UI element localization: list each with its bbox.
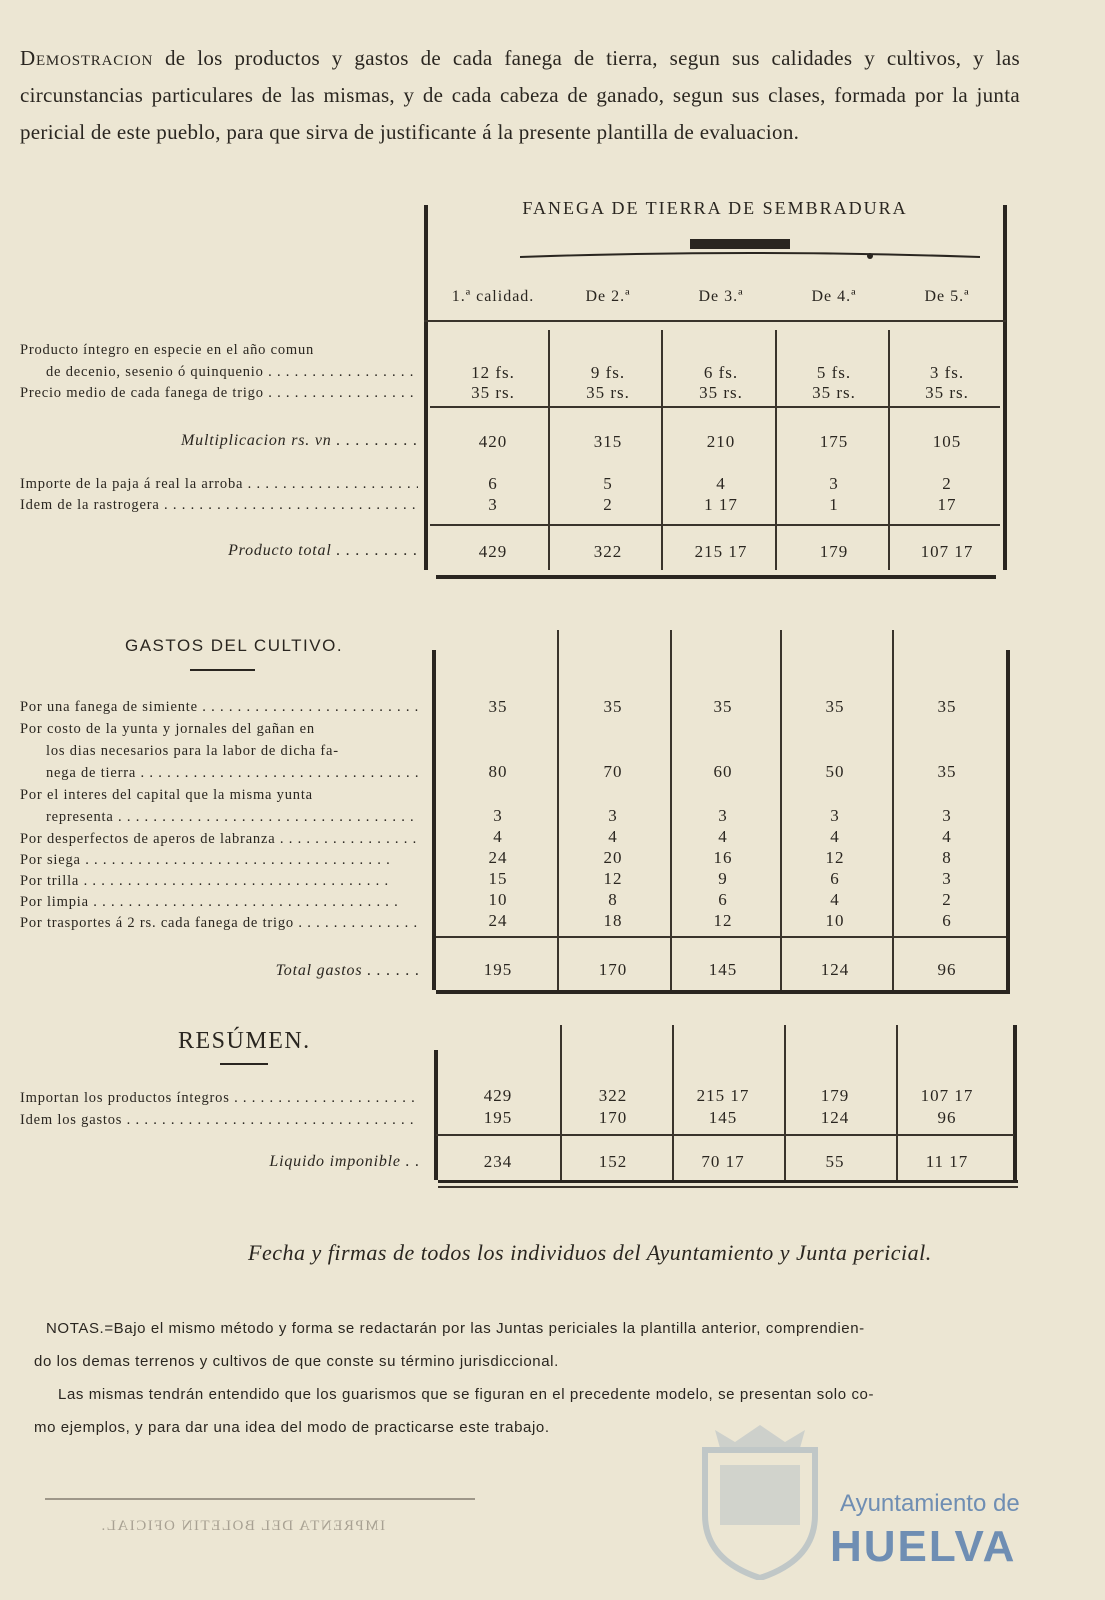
- cell: 35 rs.: [925, 383, 969, 402]
- row-label-liquido: Liquido imponible . .: [269, 1153, 420, 1170]
- table-left-border: [424, 205, 428, 570]
- cell: 3: [942, 806, 952, 825]
- exp-label-trasportes: Por trasportes á 2 rs. cada fanega de trigo . . .: [20, 913, 418, 934]
- cell: 35 rs.: [699, 383, 743, 402]
- cell: 179: [819, 542, 849, 561]
- cell: 18: [603, 911, 623, 930]
- cell: 3: [830, 806, 840, 825]
- cell: 12: [603, 869, 623, 888]
- cell: 35: [937, 697, 957, 716]
- cell: 2: [942, 474, 952, 493]
- cell: 215 17: [694, 542, 748, 561]
- cell: 6 fs.: [703, 363, 739, 382]
- cell: 50: [825, 762, 845, 781]
- cell: 195: [483, 1108, 513, 1127]
- cell: 20: [603, 848, 623, 867]
- table-title: FANEGA DE TIERRA DE SEMBRADURA: [522, 198, 908, 218]
- cell: 5: [603, 474, 613, 493]
- notes-line-1: NOTAS.=Bajo el mismo método y forma se redactarán por las Juntas periciales la plantilla anterior, comprendien-: [46, 1320, 865, 1337]
- cell: 6: [942, 911, 952, 930]
- notes-line-3: Las mismas tendrán entendido que los guarismos que se figuran en el precedente modelo, se presentan solo co-: [58, 1386, 875, 1403]
- exp-label-yunta-c: nega de tierra . . .: [46, 763, 418, 784]
- cell: 170: [598, 960, 628, 979]
- watermark-text-1: Ayuntamiento de: [840, 1490, 1020, 1517]
- cell: 107 17: [920, 542, 974, 561]
- cell: 429: [478, 542, 508, 561]
- cell: 124: [820, 960, 850, 979]
- expenses-title: GASTOS DEL CULTIVO.: [125, 636, 344, 655]
- row-label-rastrogera: Idem de la rastrogera . . .: [20, 495, 418, 516]
- cell: 210: [706, 432, 736, 451]
- cell: 3: [718, 806, 728, 825]
- bottom-rule: [45, 1498, 475, 1500]
- sum-label-gastos: Idem los gastos . . .: [20, 1110, 418, 1131]
- exp-total-rule: [436, 936, 1006, 938]
- cell: 105: [932, 432, 962, 451]
- cell: 2: [603, 495, 613, 514]
- cell: 70 17: [701, 1152, 745, 1171]
- summary-end-rule-2: [438, 1186, 1018, 1188]
- cell: 170: [598, 1108, 628, 1127]
- cell: 215 17: [696, 1086, 750, 1105]
- expenses-title-rule: [190, 669, 255, 671]
- summary-title: RESÚMEN.: [178, 1028, 311, 1054]
- cell: 16: [713, 848, 733, 867]
- row-label-producto-b: de decenio, sesenio ó quinquenio . . .: [46, 362, 418, 383]
- cell: 8: [608, 890, 618, 909]
- printer-showthrough: IMPRENTA DEL BOLETIN OFICIAL.: [100, 1518, 386, 1534]
- exp-label-siega: Por siega . . .: [20, 850, 418, 871]
- sum-liquido-rule: [436, 1134, 1014, 1136]
- cell: 35 rs.: [471, 383, 515, 402]
- cell: 4: [608, 827, 618, 846]
- cell: 35 rs.: [812, 383, 856, 402]
- cell: 10: [825, 911, 845, 930]
- cell: 420: [478, 432, 508, 451]
- cell: 4: [716, 474, 726, 493]
- exp-label-interes-a: Por el interes del capital que la misma yunta: [20, 787, 313, 803]
- cell: 429: [483, 1086, 513, 1105]
- cell: 3: [493, 806, 503, 825]
- exp-label-yunta-a: Por costo de la yunta y jornales del gañan en: [20, 721, 315, 737]
- summary-end-rule-1: [438, 1180, 1018, 1183]
- cell: 322: [593, 542, 623, 561]
- cell: 35: [713, 697, 733, 716]
- expenses-right-border: [1006, 650, 1010, 990]
- cell: 35: [603, 697, 623, 716]
- cell: 6: [488, 474, 498, 493]
- col-header-4: De 4.ª: [811, 288, 857, 305]
- notes-line-2: do los demas terrenos y cultivos de que conste su término jurisdiccional.: [34, 1353, 559, 1370]
- cell: 55: [825, 1152, 845, 1171]
- intro-lead: Demostracion: [20, 46, 154, 70]
- cell: 3: [942, 869, 952, 888]
- col-sep-1: [548, 330, 550, 570]
- summary-right-border: [1013, 1025, 1017, 1180]
- cell: 10: [488, 890, 508, 909]
- exp-label-aperos: Por desperfectos de aperos de labranza . . .: [20, 829, 418, 850]
- cell: 60: [713, 762, 733, 781]
- cell: 3: [829, 474, 839, 493]
- cell: 175: [819, 432, 849, 451]
- cell: 6: [718, 890, 728, 909]
- row-label-paja: Importe de la paja á real la arroba . . .: [20, 474, 418, 495]
- cell: 35: [937, 762, 957, 781]
- cell: 3: [488, 495, 498, 514]
- row-label-multiplicacion: Multiplicacion rs. vn . . . . . . . . .: [181, 432, 418, 449]
- exp-label-limpia: Por limpia . . .: [20, 892, 418, 913]
- exp-label-interes-b: representa . . .: [46, 807, 418, 828]
- cell: 8: [942, 848, 952, 867]
- exp-label-yunta-b: los dias necesarios para la labor de dicha fa-: [46, 743, 339, 759]
- cell: 35: [825, 697, 845, 716]
- cell: 179: [820, 1086, 850, 1105]
- col-header-2: De 2.ª: [585, 288, 631, 305]
- cell: 234: [483, 1152, 513, 1171]
- col-header-5: De 5.ª: [924, 288, 970, 305]
- cell: 124: [820, 1108, 850, 1127]
- cell: 315: [593, 432, 623, 451]
- cell: 4: [830, 890, 840, 909]
- cell: 3: [608, 806, 618, 825]
- cell: 35 rs.: [586, 383, 630, 402]
- cell: 96: [937, 1108, 957, 1127]
- expenses-section-end: [436, 990, 1010, 994]
- expenses-left-border: [432, 650, 436, 990]
- exp-label-trilla: Por trilla . . .: [20, 871, 418, 892]
- cell: 11 17: [925, 1152, 969, 1171]
- cell: 15: [488, 869, 508, 888]
- cell: 2: [942, 890, 952, 909]
- cell: 4: [942, 827, 952, 846]
- cell: 9: [718, 869, 728, 888]
- watermark-text-2: HUELVA: [830, 1522, 1017, 1571]
- total-rule: [430, 524, 1000, 526]
- cell: 80: [488, 762, 508, 781]
- cell: 4: [718, 827, 728, 846]
- col-header-1: 1.ª calidad.: [451, 288, 535, 305]
- signature-line: Fecha y firmas de todos los individuos del Ayuntamiento y Junta pericial.: [248, 1240, 932, 1265]
- cell: 6: [830, 869, 840, 888]
- cell: 9 fs.: [590, 363, 626, 382]
- ornament-rule: [520, 237, 980, 263]
- intro-text: de los productos y gastos de cada fanega de tierra, segun sus calidades y cultivos, y las circunstancias particulares de las mismas, y de cada cabeza de ganado, segun sus clases, formada por la junta pericial de este pueblo, para que sirva de justificante á la presente plantilla de evaluacion.: [20, 46, 1020, 144]
- cell: 152: [598, 1152, 628, 1171]
- intro-paragraph: [20, 40, 1020, 151]
- cell: 4: [493, 827, 503, 846]
- cell: 70: [603, 762, 623, 781]
- cell: 145: [708, 960, 738, 979]
- notes-line-4: mo ejemplos, y para dar una idea del modo de practicarse este trabajo.: [34, 1419, 550, 1436]
- col-header-3: De 3.ª: [698, 288, 744, 305]
- cell: 12: [713, 911, 733, 930]
- cell: 12 fs.: [471, 363, 515, 382]
- cell: 145: [708, 1108, 738, 1127]
- row-label-precio: Precio medio de cada fanega de trigo . . .: [20, 383, 418, 404]
- cell: 107 17: [920, 1086, 974, 1105]
- row-label-total-gastos: Total gastos . . . . . .: [275, 962, 420, 979]
- mult-rule: [430, 406, 1000, 408]
- cell: 3 fs.: [929, 363, 965, 382]
- product-section-end: [436, 575, 996, 579]
- cell: 195: [483, 960, 513, 979]
- summary-title-rule: [220, 1063, 268, 1065]
- cell: 12: [825, 848, 845, 867]
- cell: 1 17: [704, 495, 738, 514]
- exp-label-simiente: Por una fanega de simiente . . .: [20, 697, 418, 718]
- cell: 17: [937, 495, 957, 514]
- cell: 24: [488, 848, 508, 867]
- table-right-border: [1003, 205, 1007, 570]
- cell: 96: [937, 960, 957, 979]
- cell: 5 fs.: [816, 363, 852, 382]
- cell: 24: [488, 911, 508, 930]
- cell: 322: [598, 1086, 628, 1105]
- header-underline: [424, 320, 1006, 322]
- row-label-producto-total: Producto total . . . . . . . . .: [228, 542, 418, 559]
- cell: 1: [829, 495, 839, 514]
- summary-left-border: [434, 1050, 438, 1180]
- sum-label-productos: Importan los productos íntegros . . .: [20, 1088, 418, 1109]
- cell: 35: [488, 697, 508, 716]
- cell: 4: [830, 827, 840, 846]
- row-label-producto-a: Producto íntegro en especie en el año comun: [20, 342, 315, 358]
